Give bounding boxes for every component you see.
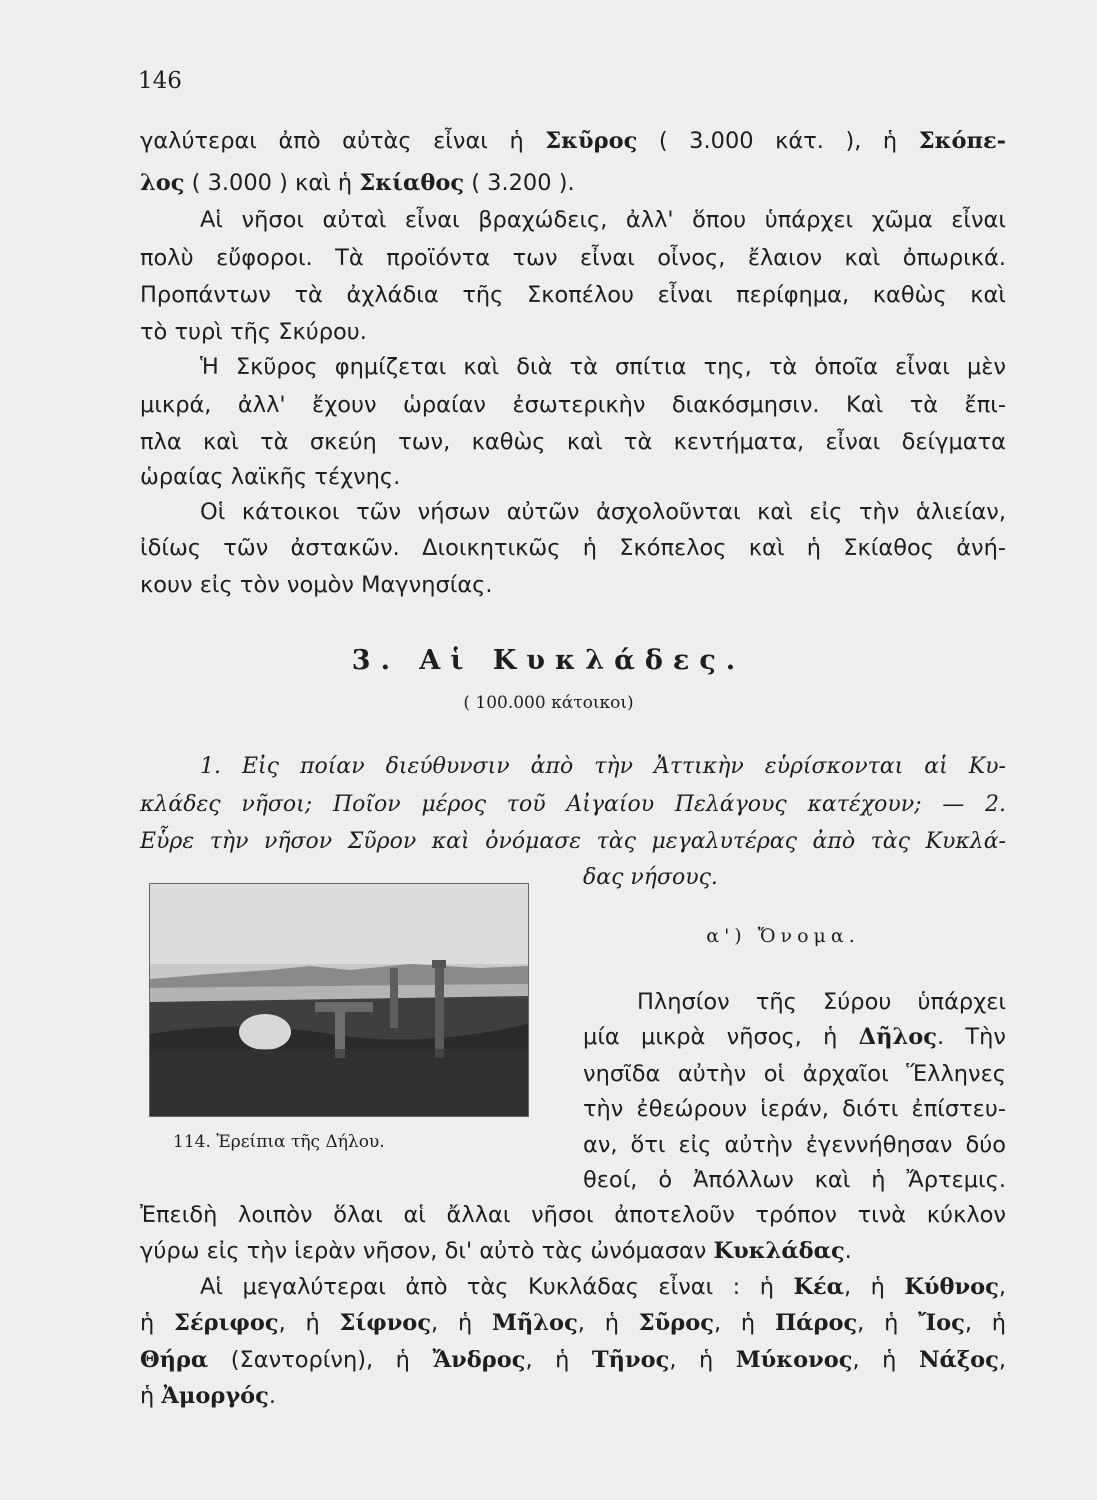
ruins-photo (149, 883, 529, 1117)
text-line: τὸ τυρὶ τῆς Σκύρου. (140, 319, 367, 345)
island-name: Ἀμοργός (161, 1383, 269, 1409)
question-line: δας νήσους. (583, 865, 718, 890)
text-line: Αἱ νῆσοι αὐταὶ εἶναι βραχώδεις, ἀλλ' ὅπου ὑπάρχει χῶμα εἶναι (200, 207, 1006, 233)
text-span: ἡ (140, 1383, 162, 1409)
text-line (140, 1308, 1006, 1338)
text-span: , ἡ (852, 1347, 919, 1373)
text-line (200, 1272, 1006, 1302)
text-span: μία μικρὰ νῆσος, ἡ (583, 1024, 859, 1050)
text-line (140, 1345, 1006, 1375)
text-span: , ἡ (431, 1310, 493, 1336)
text-line: Οἱ κάτοικοι τῶν νήσων αὐτῶν ἀσχολοῦνται καὶ εἰς τὴν ἁλιείαν, (200, 499, 1006, 525)
text-span: . (844, 1238, 852, 1264)
text-span: . (268, 1383, 277, 1409)
island-name: Κυκλάδας (713, 1238, 845, 1264)
island-name: Κύθνος (904, 1274, 999, 1300)
text-line: πλα καὶ τὰ σκεύη των, καθὼς καὶ τὰ κεντήματα, εἶναι δείγματα (140, 429, 1006, 455)
island-name: Μῆλος (492, 1310, 578, 1336)
text-line (583, 1022, 1006, 1052)
question-line: Εὗρε τὴν νῆσον Σῦρον καὶ ὀνόμασε τὰς μεγαλυτέρας ἀπὸ τὰς Κυκλά- (140, 829, 1006, 854)
page-number: 146 (138, 68, 182, 94)
section-title: 3. Αἱ Κυκλάδες. (351, 645, 746, 676)
island-name: Σκίαθος (359, 170, 465, 196)
text-line (140, 1381, 1006, 1411)
text-span: γαλύτεραι ἀπὸ αὐτὰς εἶναι ἡ (140, 128, 546, 154)
island-name: Κέα (793, 1274, 844, 1300)
question-line: 1. Εἰς ποίαν διεύθυνσιν ἀπὸ τὴν Ἀττικὴν εὑρίσκονται αἱ Κυ- (200, 754, 1006, 779)
photo-caption: 114. Ἐρείπια τῆς Δήλου. (173, 1132, 385, 1152)
subheading: α') Ὄνομα. (706, 925, 860, 947)
island-name: Θήρα (140, 1347, 209, 1373)
text-line (140, 126, 1006, 156)
text-line: Ἡ Σκῦρος φημίζεται καὶ διὰ τὰ σπίτια της, τὰ ὁποῖα εἶναι μὲν (200, 354, 1006, 380)
text-line: τὴν ἐθεώρουν ἱεράν, διότι ἐπίστευ- (583, 1096, 1006, 1122)
text-line: Ἐπειδὴ λοιπὸν ὅλαι αἱ ἄλλαι νῆσοι ἀποτελοῦν τρόπον τινὰ κύκλον (140, 1202, 1006, 1228)
island-name: Νάξος (918, 1347, 999, 1373)
text-line: θεοί, ὁ Ἀπόλλων καὶ ἡ Ἄρτεμις. (583, 1167, 1006, 1193)
island-name: Σκῦρος (545, 128, 638, 154)
text-span: Αἱ μεγαλύτεραι ἀπὸ τὰς Κυκλάδας εἶναι : ἡ (200, 1274, 794, 1300)
island-name: Σῦρος (638, 1310, 714, 1336)
text-line (140, 168, 1006, 198)
text-span: , ἡ (844, 1274, 905, 1300)
island-name: Τῆνος (591, 1347, 670, 1373)
text-line: νησῖδα αὐτὴν οἱ ἀρχαῖοι Ἕλληνες (583, 1061, 1006, 1087)
text-line: ὡραίας λαϊκῆς τέχνης. (140, 464, 401, 490)
text-span: (Σαντορίνη), ἡ (208, 1347, 433, 1373)
text-span: , ἡ (577, 1310, 639, 1336)
text-span: γύρω εἰς τὴν ἱερὰν νῆσον, δι' αὐτὸ τὰς ὠνόμασαν (140, 1238, 714, 1264)
island-name: Ἴος (918, 1310, 965, 1336)
island-name: Πάρος (774, 1310, 858, 1336)
text-span: , ἡ (857, 1310, 919, 1336)
island-name: Μύκονος (735, 1347, 853, 1373)
text-line: ἰδίως τῶν ἀστακῶν. Διοικητικῶς ἡ Σκόπελος καὶ ἡ Σκίαθος ἀνή- (140, 535, 1006, 561)
ruins-of-delos-image (150, 884, 528, 1116)
text-line (140, 1236, 1006, 1266)
text-span: , ἡ (525, 1347, 592, 1373)
text-line: κουν εἰς τὸν νομὸν Μαγνησίας. (140, 572, 493, 598)
text-span: , ἡ (713, 1310, 775, 1336)
island-name: Σέριφος (174, 1310, 279, 1336)
text-line: αν, ὅτι εἰς αὐτὴν ἐγεννήθησαν δύο (583, 1132, 1006, 1158)
text-span: , (998, 1347, 1007, 1373)
text-line: Πλησίον τῆς Σύρου ὑπάρχει (637, 989, 1006, 1015)
island-name: λος (140, 170, 185, 196)
island-name: Σκόπε- (918, 128, 1006, 154)
text-span: ( 3.000 κάτ. ), ἡ (637, 128, 919, 154)
text-span: , ἡ (964, 1310, 1007, 1336)
text-line: Προπάντων τὰ ἀχλάδια τῆς Σκοπέλου εἶναι περίφημα, καθὼς καὶ (140, 282, 1006, 308)
text-line: πολὺ εὔφοροι. Τὰ προϊόντα των εἶναι οἶνος, ἔλαιον καὶ ὀπωρικά. (140, 245, 1006, 271)
text-span: ( 3.000 ) καὶ ἡ (184, 170, 360, 196)
text-span: . Τὴν (936, 1024, 1006, 1050)
question-line: κλάδες νῆσοι; Ποῖον μέρος τοῦ Αἰγαίου Πελάγους κατέχουν; — 2. (140, 792, 1006, 817)
section-population: ( 100.000 κάτοικοι) (463, 693, 634, 713)
island-name: Δῆλος (858, 1024, 937, 1050)
island-name: Ἄνδρος (432, 1347, 526, 1373)
text-span: , ἡ (669, 1347, 736, 1373)
text-line: μικρά, ἀλλ' ἔχουν ὡραίαν ἐσωτερικὴν διακόσμησιν. Καὶ τὰ ἔπι- (140, 392, 1006, 418)
text-span: ( 3.200 ). (464, 170, 575, 196)
text-span: ἡ (140, 1310, 175, 1336)
text-span: , (998, 1274, 1006, 1300)
island-name: Σίφνος (339, 1310, 432, 1336)
text-span: , ἡ (278, 1310, 340, 1336)
